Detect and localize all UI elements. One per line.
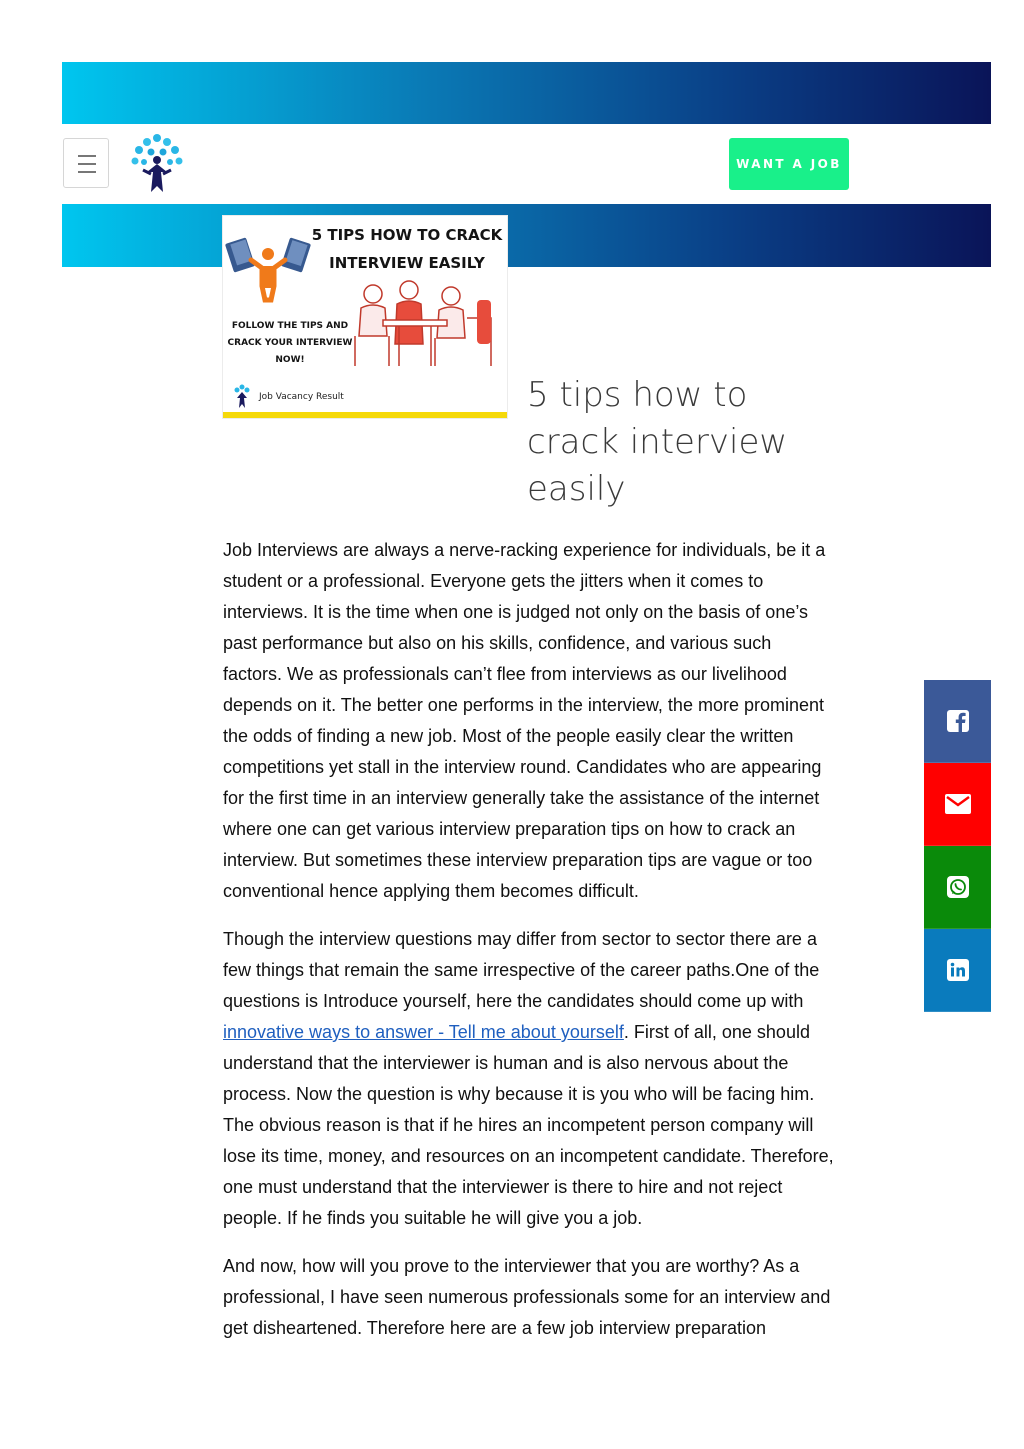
hamburger-line [78,171,96,173]
hamburger-line [78,163,96,165]
hamburger-menu-icon [78,155,96,157]
follow-line1: FOLLOW THE TIPS AND [231,321,349,331]
whatsapp-icon [947,876,969,898]
featured-yellow-bar [223,412,507,418]
want-a-job-button[interactable]: WANT A JOB [729,138,849,190]
email-icon [945,794,971,814]
facebook-share-button[interactable] [924,680,991,763]
post-title: 5 tips how to crack interview easily [527,375,788,509]
social-share-bar [924,680,991,1012]
featured-heading-line2: INTERVIEW EASILY [329,254,485,272]
paragraph-3: And now, how will you prove to the interviewer that you are worthy? As a professional, I have seen numerous professionals some for an interview and get disheartened. Therefore here are a few job interview preparation [223,1256,831,1338]
whatsapp-share-button[interactable] [924,846,991,929]
linkedin-icon [947,959,969,981]
follow-line3: NOW! [275,355,305,365]
linkedin-share-button[interactable] [924,929,991,1012]
site-logo[interactable] [127,130,187,198]
article-body [223,535,835,1361]
featured-illustration [223,216,507,418]
tell-me-about-yourself-link[interactable]: innovative ways to answer - Tell me about yourself [223,1022,624,1042]
featured-heading-line1: 5 TIPS HOW TO CRACK [311,226,503,244]
tree-person-logo-icon [132,134,183,192]
featured-brand-label: Job Vacancy Result [259,392,344,402]
email-share-button[interactable] [924,763,991,846]
hamburger-menu-button[interactable] [63,138,109,188]
hero-gradient-banner [62,204,991,267]
featured-follow-text [227,318,353,369]
paragraph-2 [223,924,835,1234]
paragraph-2-start: Though the interview questions may differ from sector to sector there are a few things that remain the same irrespective of the career paths.One of the questions is Introduce yourself, here the candidates should come up with [223,929,820,1011]
facebook-icon [947,710,969,732]
featured-image [223,216,507,418]
paragraph-1: Job Interviews are always a nerve-racking experience for individuals, be it a student or a professional. Everyone gets the jitters when it comes to interviews. It is the time when one is judged not only on the basis of one’s past performance but also on his skills, confidence, and various such factors. We as professionals can’t flee from interviews as our livelihood depends on it. The better one performs in the interview, the more prominent the odds of finding a new job. Most of the people easily clear the written competitions yet stall in the interview round. Candidates who are appearing for the first time in an interview generally take the assistance of the internet where one can get various interview preparation tips on how to crack an interview. But sometimes these interview preparation tips are vague or too conventional hence applying them becomes difficult. [223,540,826,901]
follow-line2: CRACK YOUR INTERVIEW [227,338,353,348]
top-gradient-banner [62,62,991,124]
paragraph-2-end: . First of all, one should understand that the interviewer is human and is also nervous about the process. Now the question is why because it is you who will be facing him. The obvious reason is that if he hires an incompetent person company will lose its time, money, and resources on an incompetent candidate. Therefore, one must understand that the interviewer is there to hire and not reject people. If he finds you suitable he will give you a job. [223,1022,834,1228]
